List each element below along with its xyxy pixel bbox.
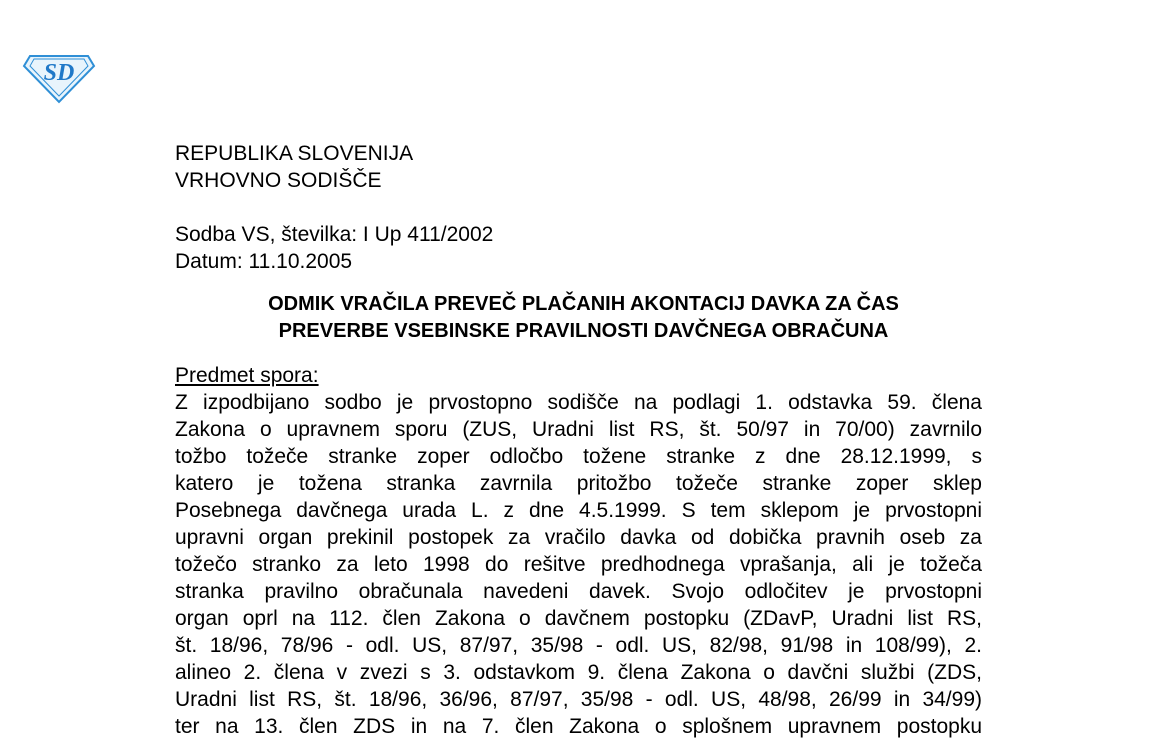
header-country: REPUBLIKA SLOVENIJA bbox=[175, 142, 414, 165]
text-line: št. 18/96, 78/96 - odl. US, 87/97, 35/98 - odl. US, 82/98, 91/98 in 108/99), 2. bbox=[175, 634, 982, 657]
document-title bbox=[175, 291, 982, 345]
text-line: Zakona o upravnem sporu (ZUS, Uradni list RS, št. 50/97 in 70/00) zavrnilo bbox=[175, 418, 982, 441]
section-heading: Predmet spora: bbox=[175, 364, 319, 387]
header-court: VRHOVNO SODIŠČE bbox=[175, 169, 382, 192]
text-line: alineo 2. člena v zvezi s 3. odstavkom 9. člena Zakona o davčni službi (ZDS, bbox=[175, 661, 982, 684]
text-line: tožbo tožeče stranke zoper odločbo tožene stranke z dne 28.12.1999, s bbox=[175, 445, 982, 468]
text-line: Posebnega davčnega urada L. z dne 4.5.1999. S tem sklepom je prvostopni bbox=[175, 499, 982, 522]
text-line: organ oprl na 112. člen Zakona o davčnem postopku (ZDavP, Uradni list RS, bbox=[175, 607, 982, 630]
case-number: Sodba VS, številka: I Up 411/2002 bbox=[175, 223, 494, 246]
text-line: Z izpodbijano sodbo je prvostopno sodišče na podlagi 1. odstavka 59. člena bbox=[175, 391, 982, 414]
svg-text:SD: SD bbox=[43, 60, 75, 86]
section-text bbox=[175, 389, 982, 740]
text-line: stranka pravilno obračunala navedeni davek. Svojo odločitev je prvostopni bbox=[175, 580, 982, 603]
document-body bbox=[175, 140, 982, 740]
logo-emblem bbox=[22, 50, 96, 104]
decision-date: Datum: 11.10.2005 bbox=[175, 250, 353, 273]
text-line: katero je tožena stranka zavrnila pritožbo tožeče stranke zoper sklep bbox=[175, 472, 982, 495]
text-line: tožečo stranko za leto 1998 do rešitve predhodnega vprašanja, ali je tožeča bbox=[175, 553, 982, 576]
text-line: Uradni list RS, št. 18/96, 36/96, 87/97, 35/98 - odl. US, 48/98, 26/99 in 34/99) bbox=[175, 688, 982, 711]
text-line: upravni organ prekinil postopek za vračilo davka od dobička pravnih oseb za bbox=[175, 526, 982, 549]
title-line-2: PREVERBE VSEBINSKE PRAVILNOSTI DAVČNEGA OBRAČUNA bbox=[278, 320, 889, 342]
text-line: ter na 13. člen ZDS in na 7. člen Zakona o splošnem upravnem postopku bbox=[175, 715, 982, 738]
title-line-1: ODMIK VRAČILA PREVEČ PLAČANIH AKONTACIJ DAVKA ZA ČAS bbox=[268, 293, 899, 315]
company-logo bbox=[22, 50, 96, 104]
